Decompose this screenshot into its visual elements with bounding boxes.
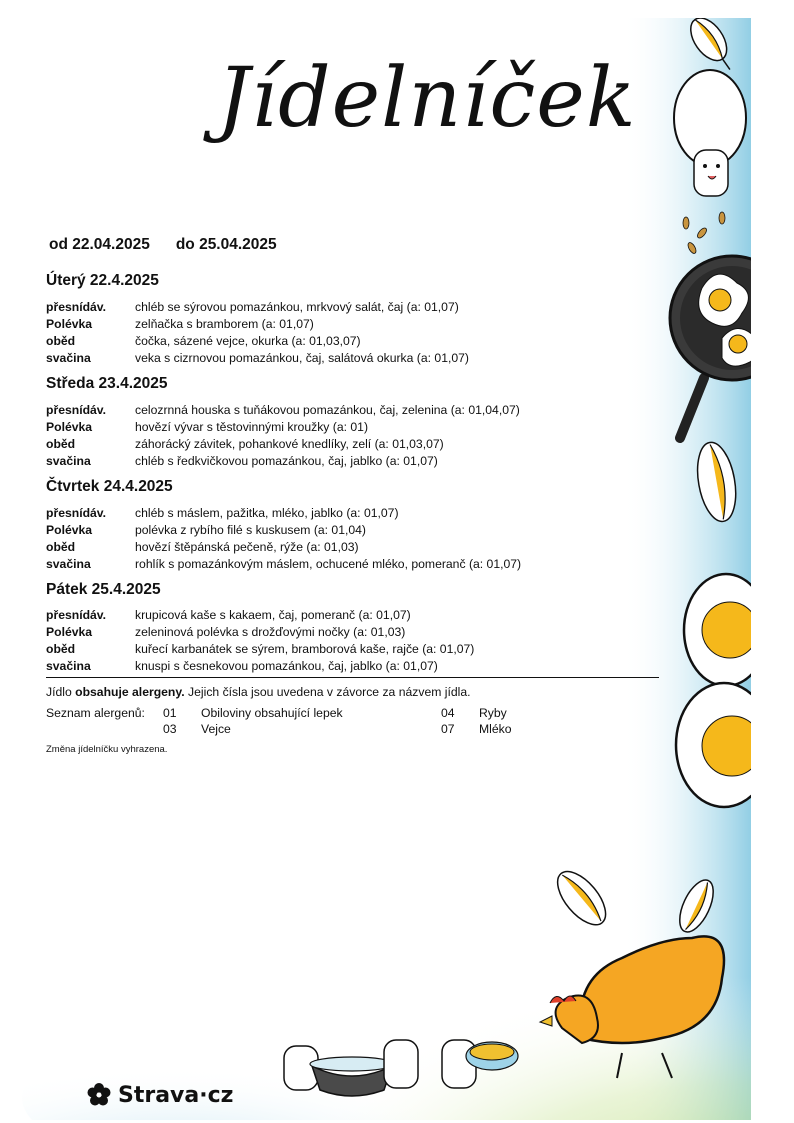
meal-text: chléb s máslem, pažitka, mléko, jablko (a: 01,07) — [135, 506, 399, 520]
meal-label: oběd — [46, 437, 76, 451]
date-range — [49, 236, 303, 254]
meal-row — [46, 539, 359, 555]
meal-label: oběd — [46, 642, 76, 656]
disclaimer: Změna jídelníčku vyhrazena. — [46, 744, 168, 755]
note-rest: Jejich čísla jsou uvedena v závorce za názvem jídla. — [184, 685, 471, 699]
note-prefix: Jídlo — [46, 685, 76, 699]
meal-row — [46, 436, 444, 452]
note-bold: obsahuje alergeny. — [75, 685, 185, 699]
meal-text: zeleninová polévka s drožďovými nočky (a: 01,03) — [135, 625, 406, 639]
allergen-name: Ryby — [479, 706, 507, 720]
flower-logo-icon — [86, 1082, 112, 1108]
meal-row — [46, 453, 438, 469]
meal-text: krupicová kaše s kakaem, čaj, pomeranč (a: 01,07) — [135, 608, 411, 622]
meal-text: rohlík s pomazánkovým máslem, ochucené mléko, pomeranč (a: 01,07) — [135, 557, 522, 571]
allergen-name: Mléko — [479, 722, 512, 736]
meal-text: záhorácký závitek, pohankové knedlíky, zelí (a: 01,03,07) — [135, 437, 444, 451]
allergen-list-label: Seznam alergenů: — [46, 706, 145, 720]
meal-label: oběd — [46, 540, 76, 554]
meal-text: kuřecí karbanátek se sýrem, bramborová kaše, rajče (a: 01,07) — [135, 642, 475, 656]
menu-page — [22, 18, 751, 1120]
meal-text: hovězí štěpánská pečeně, rýže (a: 01,03) — [135, 540, 359, 554]
divider — [46, 677, 659, 678]
meal-label: Polévka — [46, 420, 93, 434]
day-heading: Úterý 22.4.2025 — [46, 272, 159, 289]
allergen-code: 01 — [163, 706, 177, 720]
allergen-name: Obiloviny obsahující lepek — [201, 706, 343, 720]
meal-row — [46, 316, 314, 332]
strava-logo[interactable] — [86, 1082, 233, 1108]
meal-text: hovězí vývar s těstovinnými kroužky (a: 01) — [135, 420, 368, 434]
meal-label: Polévka — [46, 317, 93, 331]
meal-label: přesnídáv. — [46, 506, 107, 520]
meal-label: svačina — [46, 557, 91, 571]
logo-text: Strava·cz — [118, 1082, 234, 1108]
meal-row — [46, 522, 366, 538]
date-to: do 25.04.2025 — [175, 236, 277, 253]
allergen-name: Vejce — [201, 722, 231, 736]
meal-row — [46, 641, 474, 657]
meal-label: přesnídáv. — [46, 608, 107, 622]
allergen-code: 07 — [441, 722, 455, 736]
allergen-code: 03 — [163, 722, 177, 736]
meal-label: oběd — [46, 334, 76, 348]
meal-label: Polévka — [46, 523, 93, 537]
meal-label: svačina — [46, 351, 91, 365]
date-from: od 22.04.2025 — [49, 236, 150, 253]
meal-row — [46, 505, 399, 521]
meal-text: knuspi s česnekovou pomazánkou, čaj, jablko (a: 01,07) — [135, 659, 438, 673]
allergen-note — [46, 685, 471, 699]
meal-row — [46, 299, 459, 315]
meal-label: přesnídáv. — [46, 300, 107, 314]
meal-row — [46, 658, 438, 674]
meal-text: polévka z rybího filé s kuskusem (a: 01,04) — [135, 523, 366, 537]
meal-text: zelňačka s bramborem (a: 01,07) — [135, 317, 314, 331]
day-heading: Středa 23.4.2025 — [46, 375, 168, 392]
meal-label: Polévka — [46, 625, 93, 639]
meal-text: veka s cizrnovou pomazánkou, čaj, salátová okurka (a: 01,07) — [135, 351, 469, 365]
meal-row — [46, 333, 361, 349]
meal-text: čočka, sázené vejce, okurka (a: 01,03,07) — [135, 334, 361, 348]
page-title: Jídelníček — [217, 51, 637, 146]
meal-text: chléb s ředkvičkovou pomazánkou, čaj, jablko (a: 01,07) — [135, 454, 438, 468]
meal-text: chléb se sýrovou pomazánkou, mrkvový salát, čaj (a: 01,07) — [135, 300, 459, 314]
day-heading: Čtvrtek 24.4.2025 — [46, 478, 173, 495]
meal-row — [46, 350, 469, 366]
day-heading: Pátek 25.4.2025 — [46, 581, 161, 598]
meal-row — [46, 607, 411, 623]
meal-row — [46, 624, 405, 640]
meal-row — [46, 419, 368, 435]
meal-text: celozrnná houska s tuňákovou pomazánkou, čaj, zelenina (a: 01,04,07) — [135, 403, 520, 417]
meal-label: přesnídáv. — [46, 403, 107, 417]
meal-label: svačina — [46, 454, 91, 468]
allergen-code: 04 — [441, 706, 455, 720]
meal-row — [46, 556, 521, 572]
meal-row — [46, 402, 520, 418]
meal-label: svačina — [46, 659, 91, 673]
